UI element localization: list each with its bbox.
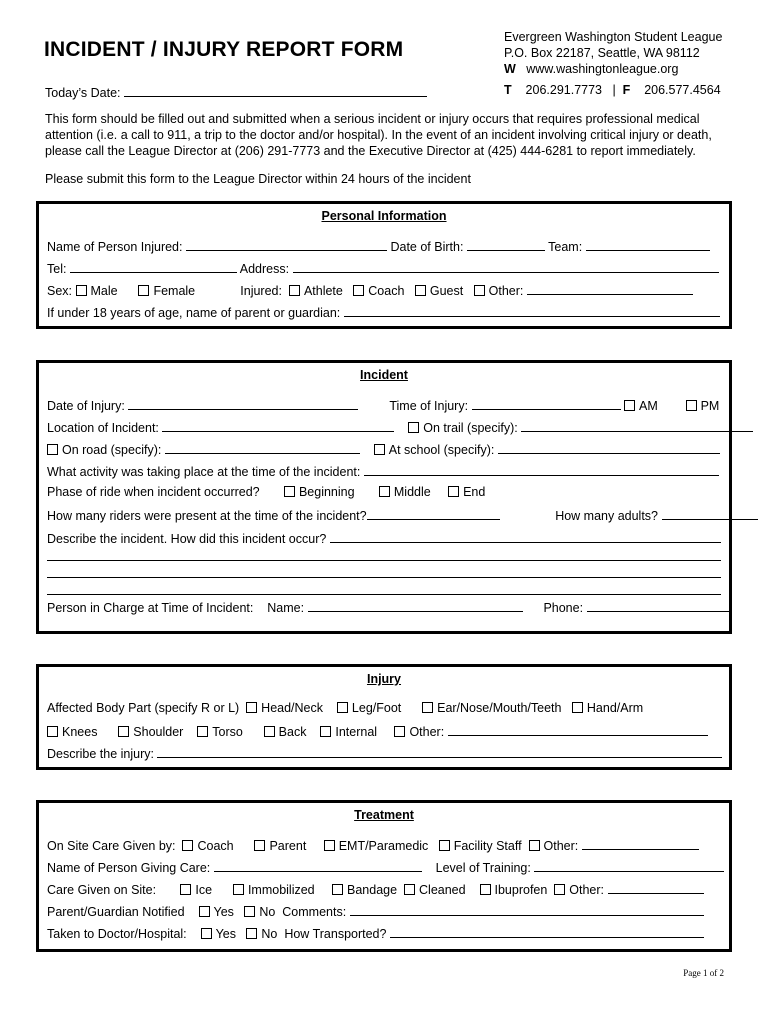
activity-label: What activity was taking place at the time of the incident: (47, 465, 361, 479)
treatment-row-3 (47, 881, 704, 897)
dob-field[interactable] (467, 238, 545, 251)
injured-label: Injured: (240, 284, 282, 298)
describe-incident-label: Describe the incident. How did this incident occur? (47, 532, 327, 546)
team-field[interactable] (586, 238, 710, 251)
hand-arm-label: Hand/Arm (586, 701, 644, 715)
care-other-label: Other: (543, 839, 579, 853)
on-road-label: On road (specify): (62, 443, 162, 457)
care-facility-checkbox[interactable] (439, 840, 450, 851)
dob-label: Date of Birth: (390, 240, 464, 254)
address-label: Address: (239, 262, 290, 276)
transported-field[interactable] (390, 925, 704, 938)
todays-date-field[interactable] (124, 84, 427, 97)
bandage-checkbox[interactable] (332, 884, 343, 895)
comments-label: Comments: (282, 905, 347, 919)
incident-title: Incident (360, 368, 408, 382)
person-in-charge-name-label: Name: (267, 601, 305, 615)
injury-row-3 (47, 745, 722, 761)
notified-no-label: No (259, 905, 276, 919)
on-trail-checkbox[interactable] (408, 422, 419, 433)
treatment-row-4 (47, 903, 704, 919)
care-emt-label: EMT/Paramedic (338, 839, 429, 853)
injury-other-field[interactable] (448, 723, 708, 736)
activity-field[interactable] (364, 463, 719, 476)
transported-label: How Transported? (284, 927, 387, 941)
affected-body-part-label: Affected Body Part (specify R or L) (47, 701, 240, 715)
doctor-no-label: No (261, 927, 278, 941)
training-field[interactable] (534, 859, 724, 872)
incident-row-7 (47, 530, 721, 546)
todays-date-label: Today’s Date: (45, 86, 121, 100)
org-contact-row (504, 82, 722, 98)
training-label: Level of Training: (435, 861, 531, 875)
other-field[interactable] (527, 282, 693, 295)
notified-label: Parent/Guardian Notified (47, 905, 185, 919)
treatment-section (36, 800, 732, 952)
guest-checkbox[interactable] (415, 285, 426, 296)
personal-row-3 (47, 282, 693, 298)
personal-row-4 (47, 304, 720, 320)
incident-row-2 (47, 419, 753, 435)
care-facility-label: Facility Staff (453, 839, 522, 853)
personal-info-title: Personal Information (321, 209, 447, 223)
guardian-label: If under 18 years of age, name of parent or guardian: (47, 306, 341, 320)
web-label: W (504, 62, 516, 76)
on-road-field[interactable] (165, 441, 360, 454)
sex-label: Sex: (47, 284, 73, 298)
name-field[interactable] (186, 238, 387, 251)
injury-title: Injury (366, 672, 402, 686)
injury-section (36, 664, 732, 770)
describe-incident-field[interactable] (330, 530, 721, 543)
end-label: End (463, 485, 486, 499)
riders-label: How many riders were present at the time of the incident? (47, 509, 367, 523)
person-in-charge-name-field[interactable] (308, 599, 523, 612)
describe-injury-field[interactable] (157, 745, 722, 758)
incident-row-4 (47, 463, 719, 479)
male-checkbox[interactable] (76, 285, 87, 296)
end-checkbox[interactable] (448, 486, 459, 497)
care-coach-checkbox[interactable] (182, 840, 193, 851)
ear-nose-checkbox[interactable] (422, 702, 433, 713)
immobilized-checkbox[interactable] (233, 884, 244, 895)
cleaned-label: Cleaned (419, 883, 466, 897)
adults-label: How many adults? (555, 509, 659, 523)
org-address: P.O. Box 22187, Seattle, WA 98112 (504, 46, 700, 60)
date-of-injury-field[interactable] (128, 397, 358, 410)
on-trail-field[interactable] (521, 419, 753, 432)
person-in-charge-label: Person in Charge at Time of Incident: (47, 601, 254, 615)
org-fax: 206.577.4564 (644, 83, 721, 97)
internal-label: Internal (335, 725, 378, 739)
doctor-no-checkbox[interactable] (246, 928, 257, 939)
org-info (504, 29, 722, 98)
injury-row-2 (47, 723, 708, 739)
care-parent-checkbox[interactable] (254, 840, 265, 851)
middle-label: Middle (393, 485, 431, 499)
shoulder-label: Shoulder (133, 725, 184, 739)
incident-section (36, 360, 732, 634)
guest-label: Guest (429, 284, 464, 298)
athlete-label: Athlete (303, 284, 343, 298)
guardian-field[interactable] (344, 304, 720, 317)
at-school-checkbox[interactable] (374, 444, 385, 455)
doctor-yes-label: Yes (215, 927, 236, 941)
head-neck-label: Head/Neck (261, 701, 324, 715)
cleaned-checkbox[interactable] (404, 884, 415, 895)
care-site-other-field[interactable] (608, 881, 704, 894)
torso-checkbox[interactable] (197, 726, 208, 737)
address-field[interactable] (293, 260, 719, 273)
tel-field[interactable] (70, 260, 237, 273)
notified-no-checkbox[interactable] (244, 906, 255, 917)
describe-incident-line-2[interactable] (47, 560, 721, 561)
female-checkbox[interactable] (138, 285, 149, 296)
form-title: INCIDENT / INJURY REPORT FORM (44, 38, 404, 61)
immobilized-label: Immobilized (247, 883, 315, 897)
am-checkbox[interactable] (624, 400, 635, 411)
org-name: Evergreen Washington Student League (504, 30, 723, 44)
onsite-care-label: On Site Care Given by: (47, 839, 176, 853)
middle-checkbox[interactable] (379, 486, 390, 497)
notified-yes-checkbox[interactable] (199, 906, 210, 917)
name-label: Name of Person Injured: (47, 240, 183, 254)
person-in-charge-phone-label: Phone: (543, 601, 584, 615)
ice-label: Ice (195, 883, 213, 897)
location-label: Location of Incident: (47, 421, 159, 435)
describe-incident-line-3[interactable] (47, 577, 721, 578)
care-coach-label: Coach (197, 839, 234, 853)
incident-row-1 (47, 397, 719, 413)
adults-field[interactable] (662, 507, 758, 520)
coach-label: Coach (368, 284, 405, 298)
org-website[interactable]: www.washingtonleague.org (526, 62, 679, 76)
phase-label: Phase of ride when incident occurred? (47, 485, 260, 499)
notified-yes-label: Yes (213, 905, 234, 919)
beginning-label: Beginning (298, 485, 355, 499)
knees-label: Knees (62, 725, 98, 739)
care-giver-field[interactable] (214, 859, 422, 872)
ice-checkbox[interactable] (180, 884, 191, 895)
care-other-field[interactable] (582, 837, 699, 850)
treatment-row-1 (47, 837, 699, 853)
team-label: Team: (548, 240, 583, 254)
head-neck-checkbox[interactable] (246, 702, 257, 713)
female-label: Female (153, 284, 196, 298)
torso-label: Torso (212, 725, 243, 739)
incident-row-3 (47, 441, 720, 457)
other-label: Other: (488, 284, 524, 298)
on-road-checkbox[interactable] (47, 444, 58, 455)
coach-checkbox[interactable] (353, 285, 364, 296)
injury-row-1 (47, 701, 643, 715)
care-site-other-label: Other: (569, 883, 605, 897)
hand-arm-checkbox[interactable] (572, 702, 583, 713)
org-phone: 206.291.7773 (525, 83, 603, 97)
other-checkbox[interactable] (474, 285, 485, 296)
phone-label: T (504, 83, 512, 97)
location-field[interactable] (162, 419, 394, 432)
describe-injury-label: Describe the injury: (47, 747, 154, 761)
pm-label: PM (700, 399, 720, 413)
doctor-label: Taken to Doctor/Hospital: (47, 927, 187, 941)
treatment-row-2 (47, 859, 724, 875)
beginning-checkbox[interactable] (284, 486, 295, 497)
incident-row-5 (47, 485, 485, 499)
back-checkbox[interactable] (264, 726, 275, 737)
incident-row-6 (47, 507, 758, 523)
at-school-label: At school (specify): (388, 443, 495, 457)
describe-incident-line-4[interactable] (47, 594, 721, 595)
tel-label: Tel: (47, 262, 67, 276)
ibuprofen-label: Ibuprofen (494, 883, 548, 897)
am-label: AM (639, 399, 658, 413)
male-label: Male (90, 284, 118, 298)
riders-field[interactable] (367, 507, 500, 520)
injury-other-checkbox[interactable] (394, 726, 405, 737)
leg-foot-label: Leg/Foot (351, 701, 402, 715)
injury-other-label: Other: (409, 725, 445, 739)
care-other-checkbox[interactable] (529, 840, 540, 851)
leg-foot-checkbox[interactable] (337, 702, 348, 713)
org-website-row (504, 61, 722, 77)
back-label: Back (278, 725, 307, 739)
person-in-charge-phone-field[interactable] (587, 599, 732, 612)
page-number: Page 1 of 2 (683, 968, 724, 978)
personal-row-2 (47, 260, 719, 276)
time-of-injury-label: Time of Injury: (389, 399, 469, 413)
doctor-yes-checkbox[interactable] (201, 928, 212, 939)
care-giver-label: Name of Person Giving Care: (47, 861, 211, 875)
care-given-label: Care Given on Site: (47, 883, 157, 897)
intro-paragraph: This form should be filled out and submitted when a serious incident or injury occurs that requires professional medical attention (i.e. a call to 911, a trip to the doctor and/or hospital). In the event of an incident involving critical injury or death, please call the League Director at (206) 291-7773 and the Executive Director at (425) 444-6281 to report immediately. (45, 112, 712, 158)
submit-note: Please submit this form to the League Director within 24 hours of the incident (45, 172, 471, 186)
internal-checkbox[interactable] (320, 726, 331, 737)
personal-info-section (36, 201, 732, 329)
time-of-injury-field[interactable] (472, 397, 621, 410)
care-emt-checkbox[interactable] (324, 840, 335, 851)
care-site-other-checkbox[interactable] (554, 884, 565, 895)
todays-date-row (45, 84, 427, 100)
on-trail-label: On trail (specify): (423, 421, 518, 435)
ibuprofen-checkbox[interactable] (480, 884, 491, 895)
at-school-field[interactable] (498, 441, 720, 454)
care-parent-label: Parent (269, 839, 307, 853)
date-of-injury-label: Date of Injury: (47, 399, 125, 413)
shoulder-checkbox[interactable] (118, 726, 129, 737)
personal-row-1 (47, 238, 710, 254)
bandage-label: Bandage (347, 883, 398, 897)
pm-checkbox[interactable] (686, 400, 697, 411)
knees-checkbox[interactable] (47, 726, 58, 737)
treatment-title: Treatment (354, 808, 414, 822)
treatment-row-5 (47, 925, 704, 941)
athlete-checkbox[interactable] (289, 285, 300, 296)
incident-row-8 (47, 599, 732, 615)
separator: | (612, 83, 616, 97)
ear-nose-label: Ear/Nose/Mouth/Teeth (437, 701, 562, 715)
comments-field[interactable] (350, 903, 704, 916)
fax-label: F (622, 83, 631, 97)
